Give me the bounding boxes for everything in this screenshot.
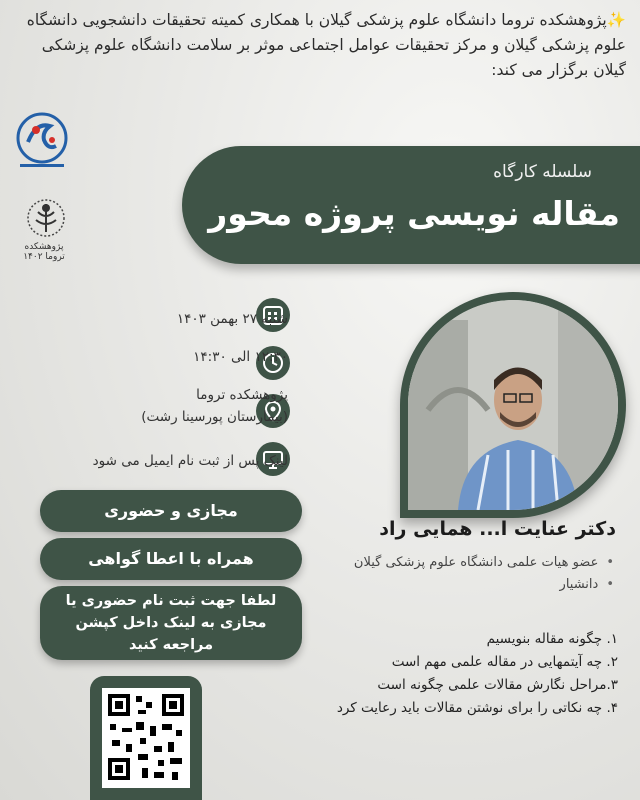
topics-list	[337, 628, 618, 720]
qr-code-icon[interactable]	[102, 688, 190, 788]
event-time: ۱۲:۳۰ الی ۱۴:۳۰	[193, 349, 288, 365]
online-note: لینک پس از ثبت نام ایمیل می شود	[92, 453, 288, 469]
sparkle-icon: ✨	[606, 11, 626, 29]
event-place-line2: (بیمارستان پورسینا رشت)	[141, 409, 288, 425]
topic-item: ۱. چگونه مقاله بنویسیم	[486, 631, 618, 647]
university-logo-icon	[14, 112, 70, 172]
registration-line-1: لطفا جهت ثبت نام حضوری یا	[65, 593, 277, 609]
announcement-header	[14, 8, 626, 83]
mode-badge: مجازی و حضوری	[40, 490, 302, 532]
topic-item: ۴. چه نکاتی را برای نوشتن مقالات باید رعایت کرد	[336, 700, 618, 716]
speaker-photo	[408, 300, 618, 510]
speaker-role-faculty: • عضو هیات علمی دانشگاه علوم پزشکی گیلان	[354, 552, 614, 574]
workshop-series-label: سلسله کارگاه	[493, 162, 592, 182]
workshop-title: مقاله نویسی پروژه محور	[208, 194, 620, 233]
speaker-role-rank: • دانشیار	[354, 574, 614, 596]
event-date: شنبه ۲۷ بهمن ۱۴۰۳	[176, 311, 288, 327]
registration-note	[40, 586, 302, 660]
event-place-line1: پژوهشکده تروما	[196, 387, 288, 403]
logo-caption: پژوهشکده تروما ۱۴۰۲	[23, 242, 65, 262]
trauma-center-logo-icon	[24, 198, 68, 240]
topic-item: ۲. چه آیتمهایی در مقاله علمی مهم است	[391, 654, 618, 670]
registration-line-2: مجازی به لینک داخل کپشن	[75, 615, 267, 631]
title-banner	[182, 146, 640, 264]
certificate-badge: همراه با اعطا گواهی	[40, 538, 302, 580]
topic-item: ۳.مراحل نگارش مقالات علمی چگونه است	[377, 677, 618, 693]
registration-line-3: مراجعه کنید	[128, 637, 214, 653]
speaker-name: دکتر عنایت ا... همایی راد	[379, 518, 616, 540]
announcement-text: پژوهشکده تروما دانشگاه علوم پزشکی گیلان با همکاری کمیته تحقیقات دانشجویی دانشگاه علوم پزشکی گیلان و مرکز تحقیقات عوامل اجتماعی موثر بر سلامت دانشگاه علوم پزشکی گیلان برگزار می کند:	[26, 11, 626, 79]
speaker-roles	[354, 552, 614, 596]
event-place	[141, 384, 288, 428]
